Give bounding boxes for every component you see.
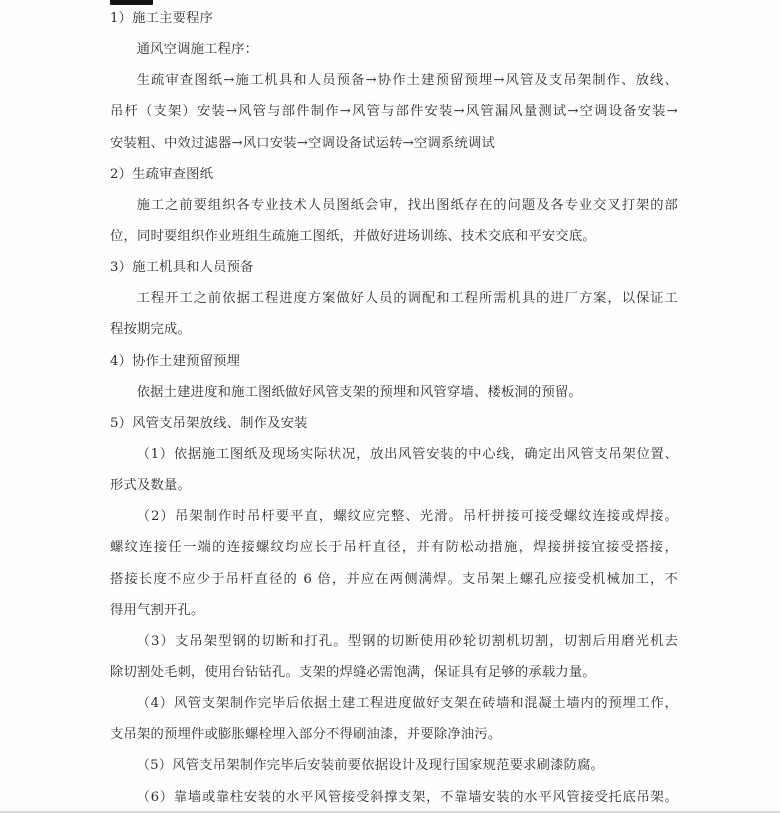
text-line: 1）施工主要程序 <box>110 11 214 26</box>
text-line: 3）施工机具和人员预备 <box>110 260 254 276</box>
text-line: 除切割处毛刺，使用台钻钻孔。支架的焊缝必需饱满，保证具有足够的承载力量。 <box>110 664 596 680</box>
text-line: 形式及数量。 <box>110 478 191 494</box>
text-line: （3）支吊架型钢的切断和打孔。型钢的切断使用砂轮切割机切割，切割后用磨光机去 <box>136 633 678 649</box>
text-line: 4）协作土建预留预埋 <box>110 353 241 369</box>
text-line: 2）生疏审查图纸 <box>110 166 214 182</box>
text-line: 螺纹连接任一端的连接螺纹均应长于吊杆直径，并有防松动措施，焊接拼接宜接受搭接， <box>110 540 678 556</box>
text-line: （1）依据施工图纸及现场实际状况，放出风管安装的中心线，确定出风管支吊架位置、 <box>136 446 678 462</box>
text-line: （4）风管支架制作完毕后依据土建工程进度做好支架在砖墙和混凝土墙内的预埋工作， <box>136 696 678 712</box>
text-line: 施工之前要组织各专业技术人员图纸会审，找出图纸存在的问题及各专业交叉打架的部 <box>136 197 678 213</box>
text-line: 安装粗、中效过滤器→风口安装→空调设备试运转→空调系统调试 <box>110 135 495 151</box>
text-line: 程按期完成。 <box>110 322 191 338</box>
text-line: 搭接长度不应少于吊杆直径的 6 倍，并应在两侧满焊。支吊架上螺孔应接受机械加工，不 <box>110 571 678 587</box>
text-line: 依据土建进度和施工图纸做好风管支架的预埋和风管穿墙、楼板洞的预留。 <box>136 384 582 400</box>
text-line: 得用气割开孔。 <box>110 602 205 618</box>
text-line: 位，同时要组织作业班组生疏施工图纸，并做好进场训练、技术交底和平安交底。 <box>110 228 596 244</box>
text-line: 工程开工之前依据工程进度方案做好人员的调配和工程所需机具的进厂方案，以保证工 <box>136 291 678 307</box>
text-line: 通风空调施工程序： <box>136 42 259 58</box>
text-line: 生疏审查图纸→施工机具和人员预备→协作土建预留预埋→风管及支吊架制作、放线、 <box>136 73 678 89</box>
text-line: （6）靠墙或靠柱安装的水平风管接受斜撑支架，不靠墙安装的水平风管接受托底吊架。 <box>136 789 678 805</box>
text-line: （2）吊架制作时吊杆要平直，螺纹应完整、光滑。吊杆拼接可接受螺纹连接或焊接。 <box>136 509 678 525</box>
text-body <box>110 3 678 813</box>
text-line: 支吊架的预埋件或膨胀螺栓埋入部分不得刷油漆，并要除净油污。 <box>110 727 502 743</box>
text-line: （5）风管支吊架制作完毕后安装前要依据设计及现行国家规范要求刷漆防腐。 <box>136 758 605 774</box>
text-line: 吊杆（支架）安装→风管与部件制作→风管与部件安装→风管漏风量测试→空调设备安装→ <box>110 104 678 120</box>
text-line: 5）风管支吊架放线、制作及安装 <box>110 415 308 431</box>
